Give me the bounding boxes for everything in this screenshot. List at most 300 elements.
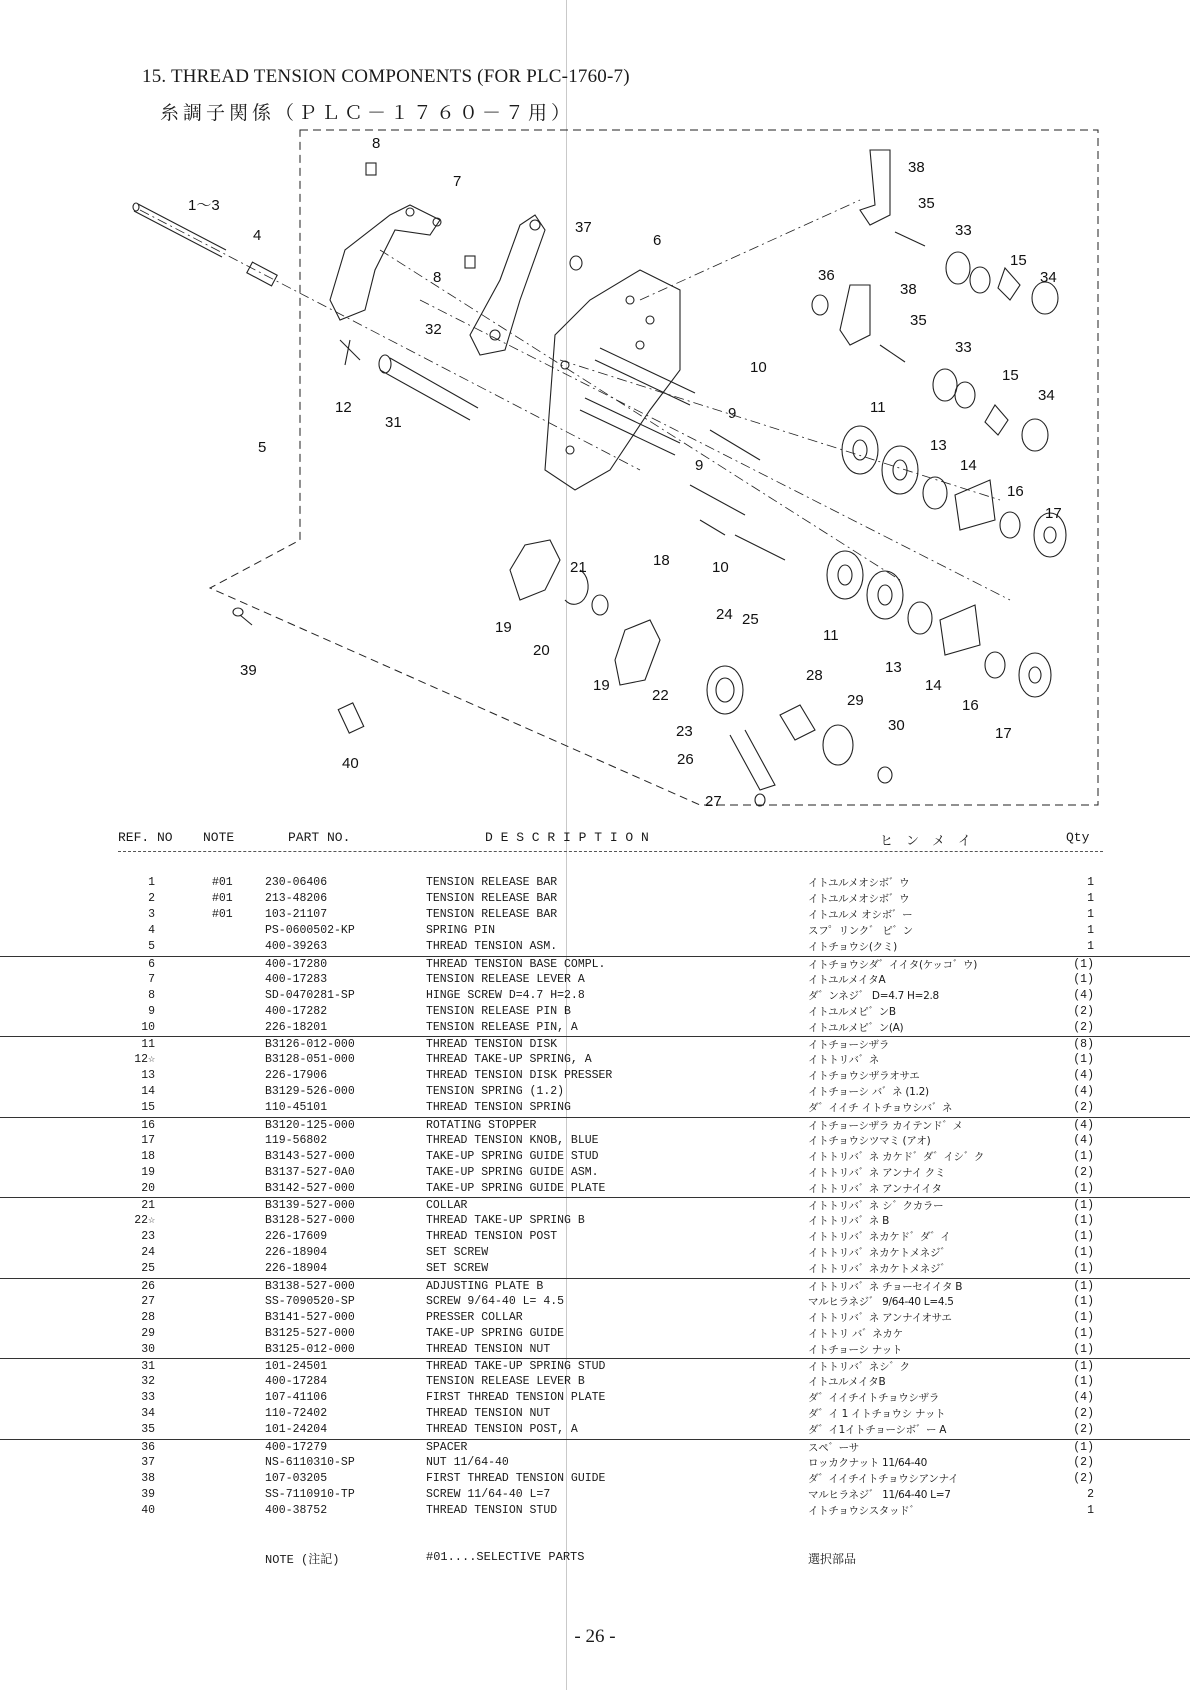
part-number-cell: B3138-527-000 [265,1279,355,1293]
part-number-cell: 226-17609 [265,1230,328,1244]
table-row [0,1390,1190,1406]
table-row [0,1406,1190,1422]
callout-label: 10 [750,359,767,376]
description-cell: TAKE-UP SPRING GUIDE [426,1326,565,1340]
part-number-cell: 110-72402 [265,1407,328,1421]
col-header-description: D E S C R I P T I O N [485,830,649,845]
ref-cell: 29 [141,1326,155,1340]
note-cell: #01 [212,908,233,922]
part-number-cell: SD-0470281-SP [265,988,355,1002]
description-cell: THREAD TENSION BASE COMPL. [426,957,606,971]
description-cell: SPRING PIN [426,924,496,938]
ref-cell: 37 [141,1455,155,1469]
part-number-cell: 110-45101 [265,1101,328,1115]
callout-label: 33 [955,339,972,356]
description-cell: TENSION RELEASE BAR [426,876,558,889]
table-row [0,1036,1190,1053]
part-number-cell: 400-38752 [265,1503,328,1517]
description-cell: THREAD TENSION DISK PRESSER [426,1069,613,1083]
table-row [0,891,1190,907]
qty-cell: (1) [1073,1279,1094,1293]
callout-label: 15 [1002,367,1019,384]
kana-name-cell: イトチョウシツマミ (アオ) [808,1134,931,1147]
kana-name-cell: イトユルメイタA [808,973,886,986]
callout-label: 32 [425,321,442,338]
callout-label: 37 [575,219,592,236]
callout-label: 23 [676,723,693,740]
description-cell: THREAD TAKE-UP SPRING, A [426,1053,592,1067]
kana-name-cell: イトユルメオシボ゛ウ [808,893,910,906]
callout-label: 17 [1045,505,1062,522]
kana-name-cell: イトチョーシ ナット [808,1343,903,1356]
callout-label: 27 [705,793,722,810]
qty-cell: (2) [1073,1455,1094,1469]
part-number-cell: 119-56802 [265,1133,328,1147]
qty-cell: 1 [1087,924,1094,938]
callout-label: 38 [908,159,925,176]
part-number-cell: 213-48206 [265,892,328,906]
part-number-cell: 107-41106 [265,1391,328,1405]
ref-cell: 23 [141,1230,155,1244]
qty-cell: 1 [1087,892,1094,906]
table-row [0,1100,1190,1116]
description-cell: THREAD TENSION ASM. [426,940,558,954]
table-row [0,1068,1190,1084]
qty-cell: (2) [1073,1165,1094,1179]
ref-cell: 6 [148,957,155,971]
note-cell: #01 [212,876,233,889]
kana-name-cell: イトトリバ゛ネ アンナイオサエ [808,1311,952,1324]
kana-name-cell: ダ゛ンネジ゛ D=4.7 H=2.8 [808,989,939,1002]
ref-cell: 18 [141,1149,155,1163]
callout-label: 9 [695,457,704,474]
part-number-cell: 103-21107 [265,908,328,922]
description-cell: SCREW 11/64-40 L=7 [426,1487,551,1501]
page-subtitle-japanese: 糸調子関係（ＰＬＣ－１７６０－７用） [160,102,575,124]
description-cell: ROTATING STOPPER [426,1118,537,1132]
ref-cell: 8 [148,988,155,1002]
footnote-label: NOTE (注記) [265,1553,340,1567]
table-row [0,1471,1190,1487]
callout-label: 8 [433,269,442,286]
page-title: 15. THREAD TENSION COMPONENTS (FOR PLC-1760-7) [142,66,630,87]
kana-name-cell: イトチョウシダ゛イイタ(ケッコ゛ウ) [808,958,978,971]
part-number-cell: B3128-527-000 [265,1214,355,1228]
part-number-cell: B3120-125-000 [265,1118,355,1132]
part-number-cell: B3125-527-000 [265,1326,355,1340]
description-cell: TAKE-UP SPRING GUIDE PLATE [426,1181,606,1195]
col-header-ref: REF. NO [118,830,173,845]
part-number-cell: 107-03205 [265,1471,328,1485]
ref-cell: 24 [141,1246,155,1260]
part-number-cell: B3137-527-0A0 [265,1165,355,1179]
qty-cell: 1 [1087,940,1094,954]
callout-label: 36 [818,267,835,284]
description-cell: TENSION RELEASE PIN, A [426,1020,578,1034]
qty-cell: (1) [1073,1310,1094,1324]
kana-name-cell: イトチョウシスタッド゛ [808,1504,920,1517]
qty-cell: (4) [1073,1085,1094,1099]
callout-label: 19 [593,677,610,694]
col-header-note: NOTE [203,830,235,845]
kana-name-cell: イトトリバ゛ネ アンナイ クミ [808,1166,946,1179]
qty-cell: (1) [1073,1214,1094,1228]
description-cell: TENSION RELEASE BAR [426,908,558,922]
part-number-cell: B3139-527-000 [265,1199,355,1212]
qty-cell: (2) [1073,1020,1094,1034]
callout-label: 6 [653,232,662,249]
part-number-cell: 226-17906 [265,1069,328,1083]
kana-name-cell: ダ゛イ1イトチョーシボ゛ー A [808,1424,947,1437]
qty-cell: (2) [1073,1004,1094,1018]
col-header-qty: Qty [1066,830,1090,845]
callout-label: 22 [652,687,669,704]
callout-label: 7 [453,173,462,190]
ref-cell: 21 [141,1199,155,1212]
callout-label: 13 [885,659,902,676]
description-cell: ADJUSTING PLATE B [426,1279,544,1293]
kana-name-cell: マルヒラネジ゛ 11/64-40 L=7 [808,1488,951,1501]
table-row [0,907,1190,923]
description-cell: PRESSER COLLAR [426,1310,523,1324]
kana-name-cell: イトチョウシザラオサエ [808,1070,920,1083]
ref-cell: 39 [141,1487,155,1501]
callout-label: 8 [372,135,381,152]
ref-cell: 17 [141,1133,155,1147]
part-number-cell: B3142-527-000 [265,1181,355,1195]
part-number-cell: B3141-527-000 [265,1310,355,1324]
kana-name-cell: ダ゛イイチイトチョウシアンナイ [808,1472,959,1485]
part-number-cell: B3128-051-000 [265,1053,355,1067]
kana-name-cell: イトトリバ゛ネ シ゛クカラー [808,1200,944,1212]
qty-cell: (2) [1073,1471,1094,1485]
qty-cell: 1 [1087,1503,1094,1517]
description-cell: HINGE SCREW D=4.7 H=2.8 [426,988,585,1002]
qty-cell: (1) [1073,1440,1094,1454]
part-number-cell: 400-17280 [265,957,328,971]
table-row [0,1133,1190,1149]
description-cell: FIRST THREAD TENSION PLATE [426,1391,606,1405]
callout-label: 18 [653,552,670,569]
ref-cell: 12☆ [134,1053,155,1067]
description-cell: TAKE-UP SPRING GUIDE STUD [426,1149,599,1163]
kana-name-cell: イトトリバ゛ネ [808,1054,880,1067]
ref-cell: 1 [148,876,155,889]
description-cell: THREAD TENSION POST, A [426,1423,578,1437]
ref-cell: 13 [141,1069,155,1083]
table-row [0,939,1190,955]
description-cell: THREAD TENSION SPRING [426,1101,571,1115]
table-row [0,1326,1190,1342]
callout-label: 35 [910,312,927,329]
part-number-cell: SS-7110910-TP [265,1487,355,1501]
col-header-part: PART NO. [288,830,351,845]
description-cell: SET SCREW [426,1262,489,1276]
callout-label: 21 [570,559,587,576]
part-number-cell: 226-18201 [265,1020,328,1034]
table-row [0,1213,1190,1229]
exploded-parts-diagram [0,0,1190,830]
callout-label: 40 [342,755,359,772]
qty-cell: (1) [1073,1294,1094,1308]
callout-label: 33 [955,222,972,239]
ref-cell: 30 [141,1342,155,1356]
description-cell: TENSION RELEASE LEVER B [426,1375,585,1389]
callout-label: 11 [870,399,886,416]
kana-name-cell: ロッカクナット 11/64-40 [808,1456,928,1469]
table-row [0,1117,1190,1134]
kana-name-cell: ダ゛イイチ イトチョウシバ゛ネ [808,1102,953,1115]
part-number-cell: 101-24501 [265,1360,328,1373]
part-number-cell: PS-0600502-KP [265,924,355,938]
table-row [0,1004,1190,1020]
callout-label: 1～3 [188,197,220,214]
callout-label: 16 [962,697,979,714]
callout-label: 11 [823,627,839,644]
table-row [0,1197,1190,1214]
kana-name-cell: スペ゛ーサ [808,1441,859,1454]
description-cell: TENSION RELEASE PIN B [426,1004,571,1018]
kana-name-cell: スフ゜リンク゛ ピ゛ン [808,925,913,938]
qty-cell: (4) [1073,1391,1094,1405]
callout-label: 28 [806,667,823,684]
table-row [0,1278,1190,1295]
table-row [0,1455,1190,1471]
qty-cell: (1) [1073,1262,1094,1276]
kana-name-cell: ダ゛イイチイトチョウシザラ [808,1392,940,1405]
kana-name-cell: イトチョウシ(クミ) [808,941,897,954]
callout-label: 20 [533,642,550,659]
table-row [0,988,1190,1004]
ref-cell: 22☆ [134,1214,155,1228]
qty-cell: (1) [1073,1246,1094,1260]
ref-cell: 7 [148,972,155,986]
footnote-text: #01....SELECTIVE PARTS [426,1550,585,1564]
callout-label: 19 [495,619,512,636]
table-row [0,875,1190,891]
ref-cell: 34 [141,1407,155,1421]
callout-label: 12 [335,399,352,416]
callout-label: 30 [888,717,905,734]
kana-name-cell: イトトリバ゛ネカケトメネジ゛ [808,1247,951,1260]
part-number-cell: 226-18904 [265,1246,328,1260]
description-cell: THREAD TENSION DISK [426,1038,558,1051]
callout-label: 9 [728,405,737,422]
description-cell: SPACER [426,1440,468,1454]
table-row [0,1374,1190,1390]
callout-label: 34 [1038,387,1055,404]
table-row [0,1084,1190,1100]
qty-cell: (1) [1073,1053,1094,1067]
qty-cell: (4) [1073,988,1094,1002]
qty-cell: (1) [1073,957,1094,971]
qty-cell: (1) [1073,1230,1094,1244]
kana-name-cell: イトトリバ゛ネカケトメネジ゛ [808,1263,951,1276]
kana-name-cell: イトトリバ゛ネシ゛ク [808,1361,910,1373]
table-row [0,1487,1190,1503]
kana-name-cell: イトチョーシ バ゛ネ (1.2) [808,1086,929,1099]
qty-cell: (2) [1073,1101,1094,1115]
table-row [0,1310,1190,1326]
part-number-cell: B3143-527-000 [265,1149,355,1163]
table-row [0,923,1190,939]
description-cell: THREAD TENSION POST [426,1230,558,1244]
qty-cell: (4) [1073,1069,1094,1083]
qty-cell: (1) [1073,1375,1094,1389]
description-cell: TENSION RELEASE LEVER A [426,972,585,986]
callout-label: 26 [677,751,694,768]
qty-cell: (2) [1073,1407,1094,1421]
ref-cell: 25 [141,1262,155,1276]
ref-cell: 19 [141,1165,155,1179]
description-cell: COLLAR [426,1199,468,1212]
table-row [0,1261,1190,1277]
kana-name-cell: イトトリバ゛ネ B [808,1215,890,1228]
qty-cell: 1 [1087,908,1094,922]
description-cell: TENSION RELEASE BAR [426,892,558,906]
part-number-cell: 400-39263 [265,940,328,954]
part-number-cell: 400-17283 [265,972,328,986]
ref-cell: 20 [141,1181,155,1195]
part-number-cell: SS-7090520-SP [265,1294,355,1308]
callout-label: 25 [742,611,759,628]
ref-cell: 27 [141,1294,155,1308]
table-row [0,1294,1190,1310]
qty-cell: (1) [1073,1149,1094,1163]
part-number-cell: B3129-526-000 [265,1085,355,1099]
ref-cell: 28 [141,1310,155,1324]
kana-name-cell: イトユルメ オシボ゛ー [808,909,913,922]
callout-label: 14 [960,457,977,474]
callout-label: 31 [385,414,402,431]
table-row [0,1165,1190,1181]
kana-name-cell: イトトリバ゛ネ チョーセイイタ B [808,1280,963,1293]
callout-label: 14 [925,677,942,694]
callout-label: 17 [995,725,1012,742]
qty-cell: (1) [1073,1199,1094,1212]
table-row [0,1342,1190,1358]
description-cell: THREAD TENSION STUD [426,1503,558,1517]
callout-label: 38 [900,281,917,298]
callout-label: 16 [1007,483,1024,500]
kana-name-cell: イトユルメオシボ゛ウ [808,877,910,889]
col-header-kana: ヒ ン メ イ [880,834,972,849]
part-number-cell: B3126-012-000 [265,1038,355,1051]
description-cell: TAKE-UP SPRING GUIDE ASM. [426,1165,599,1179]
callout-label: 5 [258,439,267,456]
part-number-cell: 400-17282 [265,1004,328,1018]
table-row [0,1149,1190,1165]
header-divider [118,851,1103,852]
diagram-callouts [188,135,1062,810]
ref-cell: 2 [148,892,155,906]
callout-label: 24 [716,606,733,623]
ref-cell: 32 [141,1375,155,1389]
qty-cell: (2) [1073,1423,1094,1437]
qty-cell: 1 [1087,876,1094,889]
ref-cell: 14 [141,1085,155,1099]
table-row [0,1422,1190,1438]
callout-label: 4 [253,227,262,244]
description-cell: THREAD TENSION NUT [426,1407,551,1421]
ref-cell: 15 [141,1101,155,1115]
qty-cell: (1) [1073,1181,1094,1195]
ref-cell: 11 [141,1038,155,1051]
ref-cell: 10 [141,1020,155,1034]
callout-label: 29 [847,692,864,709]
table-row [0,1020,1190,1036]
ref-cell: 36 [141,1440,155,1454]
ref-cell: 35 [141,1423,155,1437]
kana-name-cell: イトトリバ゛ネカケド゛ダ゛イ [808,1231,951,1244]
table-row [0,1181,1190,1197]
note-cell: #01 [212,892,233,906]
part-number-cell: 230-06406 [265,876,328,889]
ref-cell: 4 [148,924,155,938]
ref-cell: 5 [148,940,155,954]
kana-name-cell: イトユルメピ゛ンB [808,1005,896,1018]
kana-name-cell: ダ゛イ 1 イトチョウシ ナット [808,1408,946,1421]
part-number-cell: 226-18904 [265,1262,328,1276]
qty-cell: (1) [1073,1342,1094,1356]
part-number-cell: 101-24204 [265,1423,328,1437]
ref-cell: 16 [141,1118,155,1132]
part-number-cell: NS-6110310-SP [265,1455,355,1469]
callout-label: 15 [1010,252,1027,269]
callout-label: 35 [918,195,935,212]
table-row [0,956,1190,973]
table-row [0,1358,1190,1375]
kana-name-cell: マルヒラネジ゛ 9/64-40 L=4.5 [808,1295,954,1308]
description-cell: SET SCREW [426,1246,489,1260]
part-number-cell: B3125-012-000 [265,1342,355,1356]
kana-name-cell: イトユルメイタB [808,1376,886,1389]
footnote-japanese: 選択部品 [808,1552,857,1566]
kana-name-cell: イトユルメピ゛ン(A) [808,1021,904,1034]
description-cell: FIRST THREAD TENSION GUIDE [426,1471,606,1485]
kana-name-cell: イトチョーシザラ カイテンド゛メ [808,1119,963,1132]
callout-label: 34 [1040,269,1057,286]
callout-label: 39 [240,662,257,679]
description-cell: THREAD TENSION NUT [426,1342,551,1356]
callout-label: 13 [930,437,947,454]
ref-cell: 38 [141,1471,155,1485]
part-number-cell: 400-17284 [265,1375,328,1389]
page-number: - 26 - [574,1626,616,1647]
qty-cell: (1) [1073,1326,1094,1340]
description-cell: THREAD TENSION KNOB, BLUE [426,1133,599,1147]
description-cell: THREAD TAKE-UP SPRING B [426,1214,585,1228]
kana-name-cell: イトトリバ゛ネ カケド゛ダ゛イシ゛ク [808,1150,985,1163]
kana-name-cell: イトトリ バ゛ネカケ [808,1327,903,1340]
ref-cell: 26 [141,1279,155,1293]
qty-cell: 2 [1087,1487,1094,1501]
qty-cell: (1) [1073,972,1094,986]
description-cell: THREAD TAKE-UP SPRING STUD [426,1360,606,1373]
description-cell: TENSION SPRING (1.2) [426,1085,565,1099]
ref-cell: 9 [148,1004,155,1018]
table-row [0,1229,1190,1245]
qty-cell: (1) [1073,1360,1094,1373]
table-row [0,1052,1190,1068]
description-cell: NUT 11/64-40 [426,1455,509,1469]
callout-label: 10 [712,559,729,576]
ref-cell: 31 [141,1360,155,1373]
ref-cell: 3 [148,908,155,922]
table-row [0,1503,1190,1519]
qty-cell: (4) [1073,1118,1094,1132]
kana-name-cell: イトチョーシザラ [808,1039,890,1051]
